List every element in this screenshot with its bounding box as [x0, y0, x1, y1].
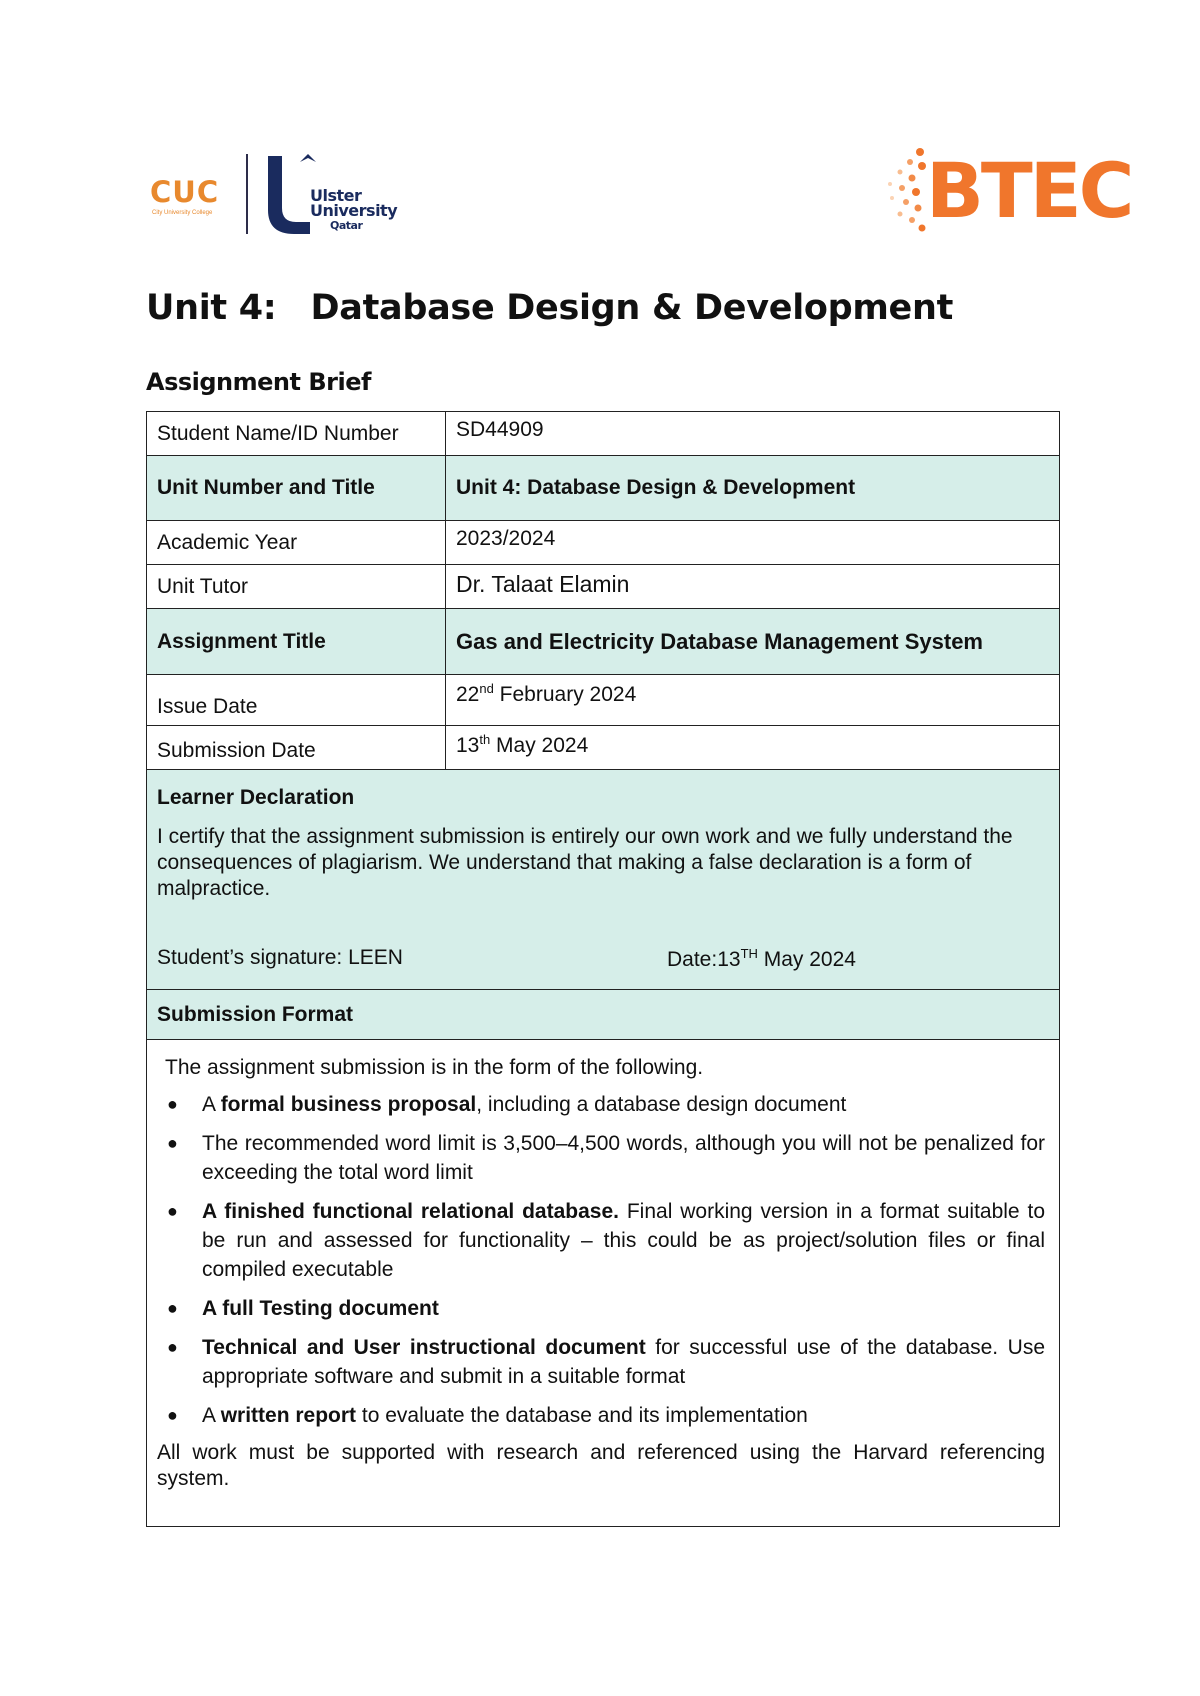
issue-date-value	[446, 675, 1060, 726]
list-item	[157, 1333, 1045, 1391]
student-signature: Student’s signature: LEEN	[157, 946, 403, 969]
unit-title	[146, 288, 953, 328]
learner-declaration	[147, 770, 1060, 990]
logo-divider	[246, 154, 248, 234]
format-intro: The assignment submission is in the form of the following.	[165, 1056, 704, 1079]
format-footer: All work must be supported with research and referenced using the Harvard referencing system.	[157, 1441, 1045, 1490]
submission-format-body	[147, 1040, 1060, 1527]
declaration-heading: Learner Declaration	[157, 786, 355, 809]
format-list	[157, 1090, 1045, 1430]
submission-date-row	[147, 726, 1060, 770]
ulster-line1: Ulster	[310, 186, 362, 205]
bullet-icon: ●	[167, 1337, 178, 1357]
issue-day: 22	[456, 683, 480, 706]
declaration-date-suffix: TH	[740, 946, 758, 961]
assignment-title-label: Assignment Title	[147, 609, 446, 675]
cuc-logo-text: CUC	[150, 175, 220, 209]
item-prefix: A	[202, 1093, 221, 1116]
declaration-row	[147, 770, 1060, 990]
year-label: Academic Year	[147, 521, 446, 565]
ulster-line3: Qatar	[330, 219, 363, 232]
submission-month-year: May 2024	[490, 734, 589, 757]
bullet-icon: ●	[167, 1298, 178, 1318]
tutor-value: Dr. Talaat Elamin	[446, 565, 1060, 609]
item-text: , including a database design document	[476, 1093, 847, 1116]
btec-logo	[880, 140, 1140, 240]
item-bold: A finished functional relational database.	[202, 1200, 619, 1223]
format-heading-row	[147, 990, 1060, 1040]
list-item	[157, 1090, 1045, 1119]
assignment-title-value: Gas and Electricity Database Management System	[446, 609, 1060, 675]
item-text: for successful use of the database. Use appropriate software and submit in a suitable format	[202, 1336, 1045, 1388]
list-item	[157, 1294, 1045, 1323]
item-text: to evaluate the database and its implementation	[356, 1404, 808, 1427]
student-label: Student Name/ID Number	[147, 412, 446, 456]
submission-day-suffix: th	[479, 732, 491, 747]
list-item	[157, 1197, 1045, 1284]
student-row	[147, 412, 1060, 456]
btec-logo-text: BTEC	[926, 146, 1132, 235]
item-bold: A full Testing document	[202, 1297, 439, 1320]
tutor-label: Unit Tutor	[147, 565, 446, 609]
signature-line	[157, 946, 1049, 972]
student-value: SD44909	[446, 412, 1060, 456]
item-bold: written report	[220, 1404, 357, 1427]
submission-day: 13	[456, 734, 480, 757]
submission-date-label: Submission Date	[147, 726, 446, 770]
declaration-date-day: Date:13	[667, 948, 741, 971]
bullet-icon: ●	[167, 1405, 178, 1425]
assignment-brief-heading: Assignment Brief	[146, 368, 371, 396]
submission-date-value	[446, 726, 1060, 770]
assignment-title-row	[147, 609, 1060, 675]
bullet-icon: ●	[167, 1133, 178, 1153]
tutor-row	[147, 565, 1060, 609]
item-bold: Technical and User instructional document	[202, 1336, 646, 1359]
year-row	[147, 521, 1060, 565]
item-prefix: A	[202, 1404, 221, 1427]
declaration-text: I certify that the assignment submission is entirely our own work and we fully understand the consequences of plagiarism. We understand that making a false declaration is a form of malpractice.	[157, 825, 1013, 900]
item-text: The recommended word limit is 3,500–4,500 words, although you will not be penalized for exceeding the total word limit	[202, 1132, 1045, 1184]
issue-date-label: Issue Date	[147, 675, 446, 726]
year-value: 2023/2024	[446, 521, 1060, 565]
issue-date-row	[147, 675, 1060, 726]
cuc-ulster-logo	[150, 150, 400, 240]
unit-number: Unit 4:	[146, 288, 277, 328]
unit-value: Unit 4: Database Design & Development	[446, 456, 1060, 521]
item-bold: formal business proposal	[220, 1093, 477, 1116]
unit-row	[147, 456, 1060, 521]
bullet-icon: ●	[167, 1094, 178, 1114]
declaration-date-rest: May 2024	[757, 948, 856, 971]
unit-name: Database Design & Development	[310, 288, 954, 328]
bullet-icon: ●	[167, 1201, 178, 1221]
format-body-row	[147, 1040, 1060, 1527]
ulster-logo-text	[310, 188, 397, 233]
list-item	[157, 1129, 1045, 1187]
issue-day-suffix: nd	[479, 681, 494, 696]
unit-label: Unit Number and Title	[147, 456, 446, 521]
declaration-date	[667, 946, 856, 972]
btec-dots-icon	[880, 140, 930, 240]
assignment-brief-table	[146, 411, 1060, 1527]
item-text: Final working version in a format suitable to be run and assessed for functionality – this could be as project/solution files or final compiled executable	[202, 1200, 1045, 1281]
list-item	[157, 1401, 1045, 1430]
submission-format-heading: Submission Format	[147, 990, 1060, 1040]
issue-month-year: February 2024	[493, 683, 637, 706]
ulster-line2: University	[310, 201, 398, 220]
cuc-logo-subtitle: City University College	[152, 210, 213, 216]
